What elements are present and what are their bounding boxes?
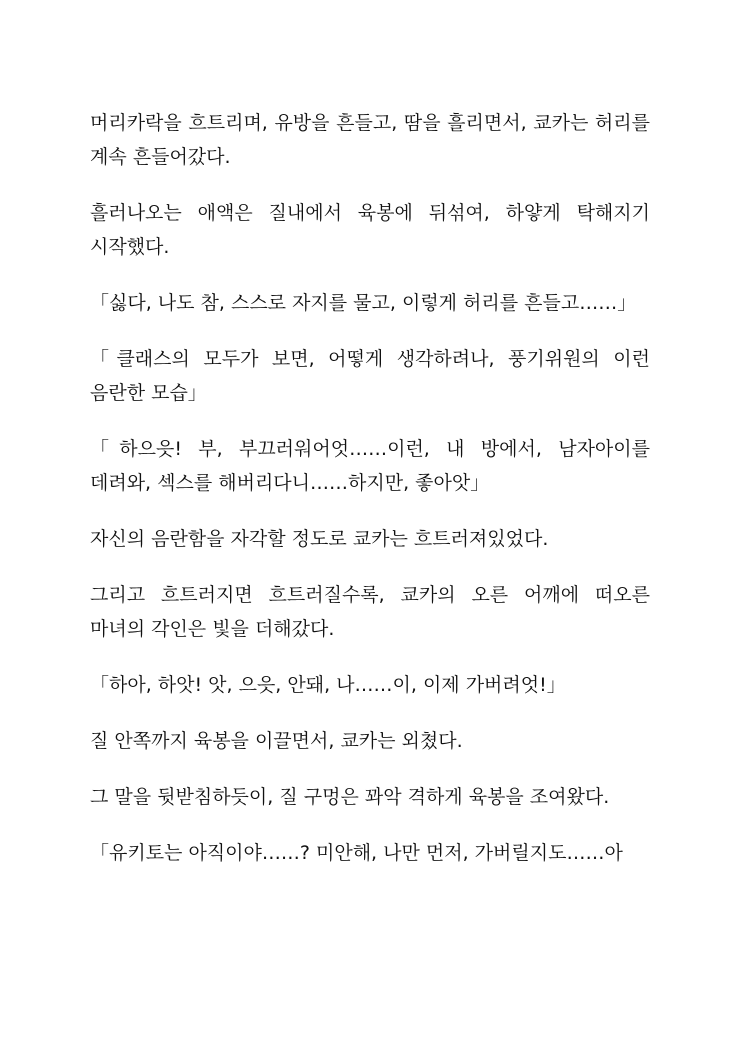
paragraph-7: 그리고 흐트러지면 흐트러질수록, 쿄카의 오른 어깨에 떠오른 마녀의 각인은 빛을 더해갔다. <box>90 584 650 640</box>
paragraph-9: 질 안쪽까지 육봉을 이끌면서, 쿄카는 외쳤다. <box>90 730 463 752</box>
paragraph-3: 「싫다, 나도 참, 스스로 자지를 물고, 이렇게 허리를 흔들고……」 <box>90 292 637 314</box>
body-text <box>90 106 650 892</box>
paragraph-2: 흘러나오는 애액은 질내에서 육봉에 뒤섞여, 하얗게 탁해지기 시작했다. <box>90 202 650 258</box>
paragraph-10: 그 말을 뒷받침하듯이, 질 구멍은 꽈악 격하게 육봉을 조여왔다. <box>90 786 610 808</box>
paragraph-6: 자신의 음란함을 자각할 정도로 쿄카는 흐트러져있었다. <box>90 528 549 550</box>
paragraph-1: 머리카락을 흐트리며, 유방을 흔들고, 땀을 흘리면서, 쿄카는 허리를 계속 흔들어갔다. <box>90 112 650 168</box>
paragraph-5: 「하으읏! 부, 부끄러워어엇……이런, 내 방에서, 남자아이를 데려와, 섹스를 해버리다니……하지만, 좋아앗」 <box>90 438 650 494</box>
paragraph-8: 「하아, 하앗! 앗, 으읏, 안돼, 나……이, 이제 가버려엇!」 <box>90 674 566 696</box>
paragraph-11: 「유키토는 아직이야……? 미안해, 나만 먼저, 가버릴지도……아 <box>90 842 623 864</box>
paragraph-4: 「클래스의 모두가 보면, 어떻게 생각하려나, 풍기위원의 이런 음란한 모습」 <box>90 348 650 404</box>
